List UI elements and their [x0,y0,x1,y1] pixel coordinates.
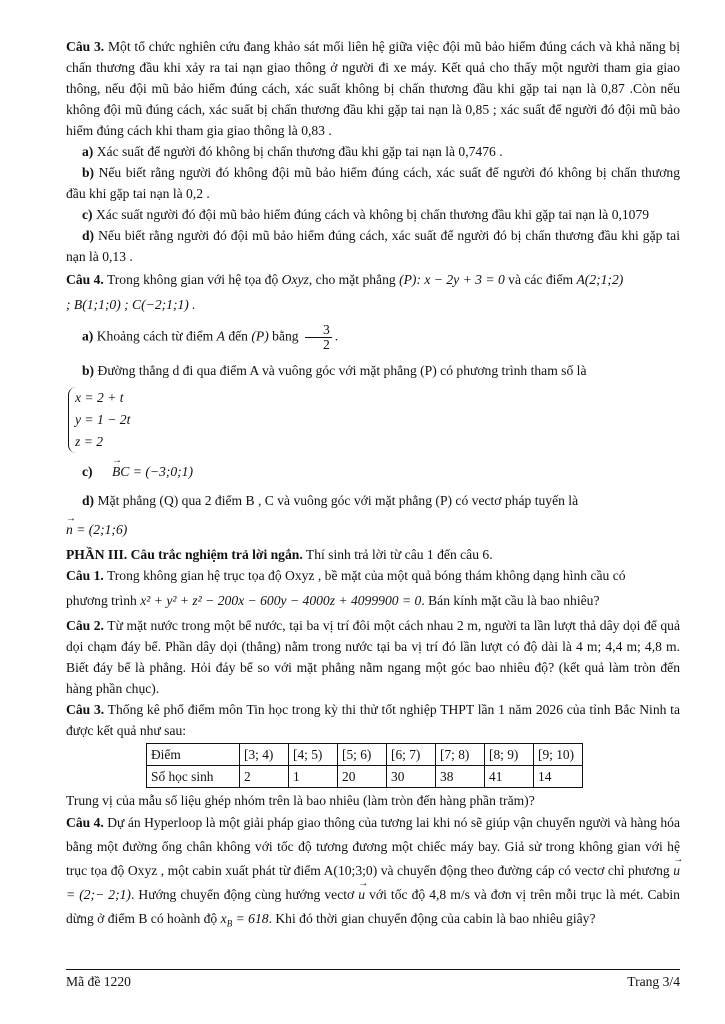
table-cell: 30 [387,766,436,788]
option-a: a) Khoảng cách từ điểm A đến (P) bằng $\frac{3}{2}$ . [82,322,339,352]
option-text: Xác suất để người đó không bị chấn thương đầu khi gặp tai nạn là 0,7476 . [96,144,503,159]
normal-vector-line [66,519,680,540]
system-line: z = 2 [75,434,104,449]
option-text: Khoảng cách từ điểm [96,328,214,344]
option-label: b) [82,363,95,378]
table-cell: [5; 6) [338,744,387,766]
p3-question-1 [66,565,680,586]
section-note: Thí sinh trả lời từ câu 1 đến câu 6. [305,547,493,562]
denominator: 2 [322,337,330,352]
table-cell: 20 [338,766,387,788]
option-d [66,490,680,511]
question-text: , cho mặt phẳng [308,272,396,287]
parametric-system [68,387,130,453]
vector-n: → n [66,519,73,540]
table-cell: Số học sinh [147,766,240,788]
option-b [66,162,680,204]
table-cell: 41 [485,766,534,788]
option-a [66,141,680,162]
question-label: Câu 2. [66,618,104,633]
question-label: Câu 1. [66,568,104,583]
question-text: . Khi đó thời gian chuyển động của cabin là bao nhiêu giây? [268,911,596,926]
points-bc: ; B(1;1;0) ; C(−2;1;1) . [66,297,196,312]
subscript: B [226,918,233,929]
option-text: Mặt phẳng (Q) qua 2 điểm B , C và vuông góc với mặt phẳng (P) có vectơ pháp tuyến là [97,493,579,508]
sphere-equation-line [66,590,680,611]
question-text: Dự án Hyperloop là một giải pháp giao thông của tương lai khi nó sẽ giúp vận chuyển người và hàng hóa bằng một đường ống chân không với tốc độ tương đương một chiếc máy bay. Giả sử trong không gian với hệ trục tọa độ Oxyz , một cabin xuất phát từ điểm A(10;3;0) và chuyển động theo đường cáp có vectơ chỉ phương [66,815,680,878]
question-text: Trong không gian hệ trục tọa độ Oxyz , bề mặt của một quả bóng thám không dạng hình cầu có [106,568,626,583]
option-label: c) [82,207,93,222]
table-row [147,766,583,788]
x-coordinate: x [220,911,227,926]
option-text: Nếu biết rằng người đó không đội mũ bảo hiểm đúng cách, xác suất để người đó không bị chấn thương đầu khi gặp tai nạn là 0,2 . [66,165,680,201]
question-4-stem [66,269,680,290]
question-3-stem [66,36,680,141]
plane-equation: (P): x − 2y + 3 = 0 [399,272,505,287]
p3-question-2 [66,615,680,699]
point-a: A(2;1;2) [576,272,624,287]
option-label: b) [82,165,95,180]
points-line [66,294,680,315]
question-text: Một tổ chức nghiên cứu đang khảo sát mối liên hệ giữa việc đội mũ bảo hiểm đúng cách và khả năng bị chấn thương đầu khi xảy ra tai nạn giao thông ở người đi xe máy. Kết quả cho thấy một người tham gia giao thông, nếu đội mũ bảo hiểm đúng cách, xác suất không bị chấn thương đầu khi gặp tai nạn là 0,87 .Còn nếu không đội mũ đúng cách, xác suất bị chấn thương đầu khi gặp tai nạn là 0,85 ; xác suất để người đó đội mũ bảo hiểm đúng cách khi tham gia giao thông là 0,83 . [66,39,680,138]
question-text: và các điểm [508,272,574,287]
option-b [66,360,680,381]
system-line: x = 2 + t [75,390,124,405]
option-text: Đường thẳng d đi qua điểm A và vuông góc với mặt phẳng (P) có phương trình tham số là [97,363,587,378]
table-cell: 14 [534,766,583,788]
table-cell: 1 [289,766,338,788]
question-text: phương trình [66,593,137,608]
table-cell: [7; 8) [436,744,485,766]
score-distribution-table [146,743,583,788]
option-label: d) [82,493,95,508]
option-d [66,225,680,267]
option-label: c) [82,464,93,479]
table-cell: [3; 4) [240,744,289,766]
numerator: 3 [305,323,332,338]
page-number: Trang 3/4 [627,974,680,989]
question-label: Câu 4. [66,272,104,287]
median-question [66,790,680,811]
option-text: đến [228,328,248,344]
vector-u: → u [673,859,680,883]
question-label: Câu 3. [66,39,105,54]
table-cell: [4; 5) [289,744,338,766]
vector-value: = (−3;0;1) [132,464,193,479]
p3-question-4 [66,811,680,936]
part-3-heading [66,544,680,565]
option-text: Nếu biết rằng người đó đội mũ bảo hiểm đúng cách, xác suất để người đó bị chấn thương đầu khi gặp tai nạn là 0,13 . [66,228,680,264]
question-text: Từ mặt nước trong một bể nước, tại ba vị trí đôi một cách nhau 2 m, người ta lần lượt thả dây dọi để quả dọi chạm đáy bể. Phần dây dọi (thẳng) nằm trong nước tại ba vị trí đó lần lượt có độ dài là 4 m; 4,4 m; 4,8 m. Biết đáy bể là phẳng. Hỏi đáy bể so với mặt phẳng nằm ngang một góc bao nhiêu độ? (kết quả làm tròn đến hàng phần chục). [66,618,680,696]
x-coordinate-value: = 618 [235,911,269,926]
vector-u: → u [358,883,365,907]
table-cell: 2 [240,766,289,788]
plane-label: (P) [251,328,269,344]
fraction [305,323,332,352]
question-label: Câu 4. [66,815,104,830]
option-label: a) [82,144,94,159]
table-cell: [8; 9) [485,744,534,766]
vector-value: = (2;1;6) [76,522,128,537]
option-label: a) [82,328,94,344]
p3-question-3 [66,699,680,741]
point-label: A [216,328,225,344]
coordinate-system: Oxyz [281,272,309,287]
system-line: y = 1 − 2t [75,412,131,427]
vector-value: = (2;− 2;1) [66,887,131,902]
section-title: PHẦN III. Câu trắc nghiệm trả lời ngắn. [66,547,303,562]
question-text: Trung vị của mẫu số liệu ghép nhóm trên là bao nhiêu (làm tròn đến hàng phần trăm)? [66,793,535,808]
option-text: Xác suất người đó đội mũ bảo hiểm đúng cách và không bị chấn thương đầu khi gặp tai nạn là 0,1079 [95,207,650,222]
exam-code: Mã đề 1220 [66,974,131,989]
option-c [66,204,680,225]
table-cell: [9; 10) [534,744,583,766]
option-label: d) [82,228,95,243]
table-cell: Điểm [147,744,240,766]
question-text: . Hướng chuyển động cùng hướng vectơ [130,887,355,902]
option-c [66,461,680,482]
vector-bc: → BC [96,461,129,482]
question-text: với tốc độ 4,8 m/s và đơn vị trên mỗi trục là mét. Cabin dừng ở điểm B có hoành độ [66,887,680,926]
option-text: bằng [272,328,299,344]
question-label: Câu 3. [66,702,105,717]
table-header-row [147,744,583,766]
page-footer [66,969,680,990]
question-text: Trong không gian với hệ tọa độ [106,272,279,287]
question-text: . Bán kính mặt cầu là bao nhiêu? [421,593,600,608]
table-cell: [6; 7) [387,744,436,766]
exam-page [66,36,680,936]
table-cell: 38 [436,766,485,788]
sphere-equation: x² + y² + z² − 200x − 600y − 4000z + 4099900 = 0 [140,593,422,608]
question-text: Thống kê phổ điểm môn Tin học trong kỳ thi thử tốt nghiệp THPT lần 1 năm 2026 của tỉnh Bắc Ninh ta được kết quả như sau: [66,702,680,738]
